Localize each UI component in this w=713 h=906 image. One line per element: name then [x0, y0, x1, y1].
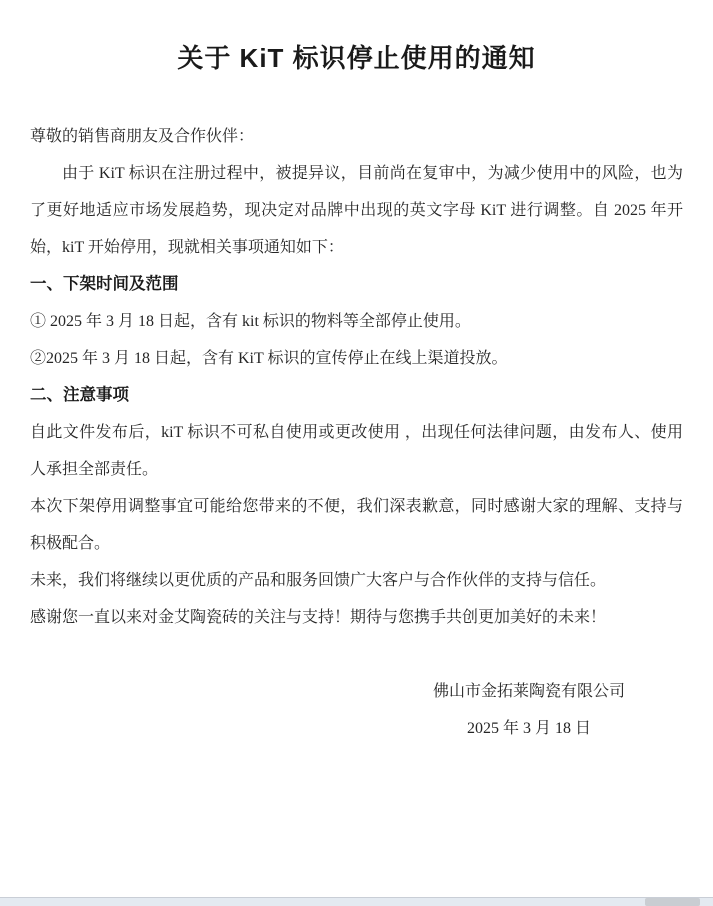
status-bar — [0, 897, 713, 906]
company-name: 佛山市金拓莱陶瓷有限公司 — [432, 683, 625, 700]
horizontal-scrollbar-thumb[interactable] — [645, 898, 700, 906]
section2-paragraph-2: 本次下架停用调整事宜可能给您带来的不便，我们深表歉意，同时感谢大家的理解、支持与积极配合。 — [30, 498, 683, 552]
section2-paragraph-3: 未来，我们将继续以更优质的产品和服务回馈广大客户与合作伙伴的支持与信任。 — [30, 572, 607, 589]
section2-heading: 二、注意事项 — [30, 386, 129, 404]
section1-item-1: ① 2025 年 3 月 18 日起，含有 kit 标识的物料等全部停止使用。 — [30, 313, 471, 330]
intro-paragraph: 由于 KiT 标识在注册过程中，被提异议，目前尚在复审中，为减少使用中的风险，也为了更好地适应市场发展趋势，现决定对品牌中出现的英文字母 KiT 进行调整。自 2025 年开始，kiT 开始停用，现就相关事项通知如下： — [30, 165, 683, 256]
greeting-line: 尊敬的销售商朋友及合作伙伴： — [30, 128, 255, 145]
document-page — [0, 38, 713, 747]
section2-paragraph-4: 感谢您一直以来对金艾陶瓷砖的关注与支持！期待与您携手共创更加美好的未来！ — [30, 609, 607, 626]
section1-item-2: ②2025 年 3 月 18 日起，含有 KiT 标识的宣传停止在线上渠道投放。 — [30, 350, 508, 367]
section1-heading: 一、下架时间及范围 — [30, 275, 179, 293]
section2-paragraph-1: 自此文件发布后，kiT 标识不可私自使用或更改使用 ，出现任何法律问题，由发布人、使用人承担全部责任。 — [30, 424, 683, 478]
signature-date: 2025 年 3 月 18 日 — [466, 720, 591, 737]
signature-block — [433, 673, 625, 747]
page-title: 关于 KiT 标识停止使用的通知 — [177, 43, 536, 73]
